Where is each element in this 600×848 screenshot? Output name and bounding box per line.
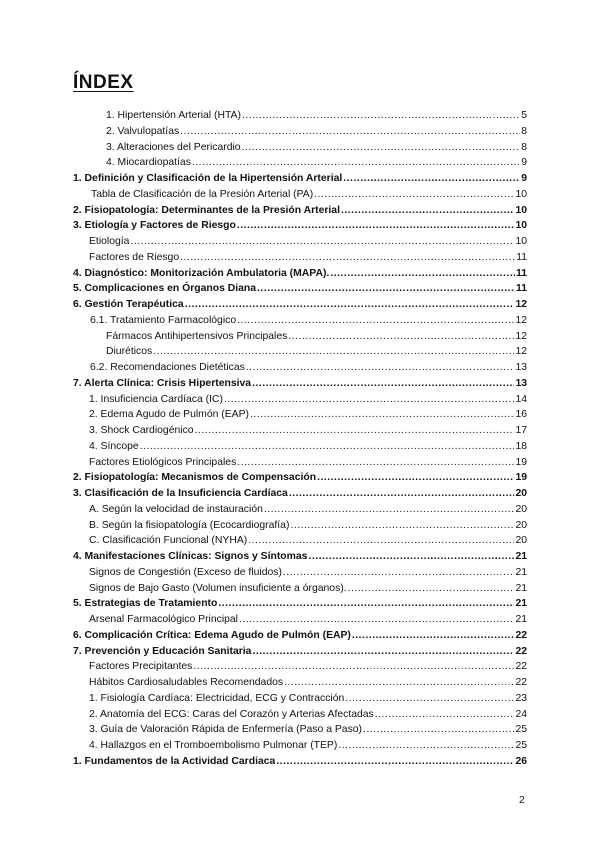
toc-entry-page: 12	[515, 346, 527, 358]
toc-entry-page: 22	[515, 629, 527, 641]
toc-entry[interactable]	[73, 677, 527, 693]
toc-leader-dots	[237, 457, 514, 468]
toc-entry-page: 18	[515, 440, 527, 452]
toc-entry-page: 5	[521, 110, 527, 121]
toc-entry-page: 19	[515, 456, 527, 468]
toc-leader-dots	[284, 677, 514, 688]
toc-entry-page: 9	[521, 173, 527, 184]
toc-entry-label: 4. Manifestaciones Clínicas: Signos y Síntomas	[73, 551, 308, 562]
toc-entry[interactable]	[73, 441, 527, 457]
toc-entry-page: 20	[515, 519, 527, 531]
toc-entry-label: Etiología	[89, 236, 130, 247]
toc-entry[interactable]	[73, 661, 527, 677]
toc-entry-label: 7. Alerta Clínica: Crisis Hipertensiva	[73, 377, 252, 389]
toc-entry-page: 24	[515, 708, 527, 720]
toc-entry-page: 21	[515, 551, 527, 562]
toc-entry-page: 20	[515, 503, 527, 515]
toc-entry-page: 8	[521, 125, 527, 137]
toc-entry-page: 12	[515, 330, 527, 342]
toc-entry-page: 16	[515, 409, 527, 421]
toc-leader-dots	[290, 520, 514, 531]
toc-entry-label: 3. Etiología y Factores de Riesgo	[73, 220, 236, 232]
toc-entry-label: Hábitos Cardiosaludables Recomendados	[89, 677, 284, 688]
toc-leader-dots	[330, 268, 515, 279]
toc-entry-page: 25	[515, 724, 527, 736]
toc-entry-page: 10	[515, 204, 527, 216]
toc-entry[interactable]	[73, 756, 527, 772]
toc-leader-dots	[343, 173, 520, 184]
toc-entry-label: 3. Shock Cardiogénico	[89, 425, 194, 436]
toc-entry-page: 11	[516, 283, 527, 295]
toc-entry[interactable]	[73, 346, 527, 362]
toc-entry[interactable]	[73, 567, 527, 583]
toc-leader-dots	[317, 472, 514, 483]
toc-entry-page: 25	[515, 740, 527, 751]
toc-leader-dots	[242, 110, 520, 121]
toc-entry-label: Arsenal Farmacológico Principal	[89, 614, 238, 625]
toc-entry[interactable]	[73, 110, 527, 126]
toc-entry[interactable]	[73, 535, 527, 551]
toc-leader-dots	[341, 205, 514, 216]
toc-entry-label: 4. Miocardiopatías	[106, 157, 191, 169]
toc-entry-label: 7. Prevención y Educación Sanitaria	[73, 645, 252, 657]
toc-entry[interactable]	[73, 236, 527, 252]
toc-entry-label: Tabla de Clasificación de la Presión Arterial (PA)	[91, 188, 314, 200]
toc-leader-dots	[314, 189, 514, 200]
toc-leader-dots	[252, 646, 514, 657]
toc-entry-label: B. Según la fisiopatología (Ecocardiografía)	[89, 519, 290, 531]
toc-entry-label: 3. Clasificación de la Insuficiencia Cardíaca	[73, 488, 288, 499]
toc-leader-dots	[276, 756, 514, 767]
toc-leader-dots	[180, 126, 520, 137]
toc-entry-page: 12	[515, 299, 527, 310]
toc-leader-dots	[130, 236, 514, 247]
toc-leader-dots	[140, 441, 515, 452]
toc-entry-page: 20	[515, 535, 527, 547]
toc-entry[interactable]	[73, 409, 527, 425]
toc-leader-dots	[246, 362, 515, 373]
toc-entry-page: 23	[515, 692, 527, 704]
toc-entry-label: 6.2. Recomendaciones Dietéticas	[90, 362, 245, 373]
toc-entry-label: 2. Fisiopatología: Determinantes de la Presión Arterial	[73, 204, 340, 216]
toc-entry-page: 21	[515, 582, 527, 594]
toc-leader-dots	[185, 299, 515, 310]
toc-leader-dots	[195, 425, 515, 436]
toc-leader-dots	[180, 252, 515, 263]
toc-entry-label: C. Clasificación Funcional (NYHA)	[89, 535, 248, 547]
toc-entry[interactable]	[73, 488, 527, 504]
toc-entry-label: 5. Complicaciones en Órganos Diana	[73, 283, 257, 295]
toc-leader-dots	[250, 409, 514, 420]
toc-entry[interactable]	[73, 331, 527, 347]
toc-entry[interactable]	[73, 598, 527, 614]
toc-entry-label: Diuréticos	[106, 346, 153, 358]
toc-entry-page: 20	[515, 488, 527, 499]
toc-leader-dots	[153, 346, 514, 357]
toc-entry-label: Signos de Congestión (Exceso de fluidos)	[89, 566, 282, 578]
toc-entry-label: 6. Complicación Crítica: Edema Agudo de Pulmón (EAP)	[73, 629, 351, 641]
toc-entry-label: Fármacos Antihipertensivos Principales	[106, 330, 288, 342]
toc-entry[interactable]	[73, 740, 527, 756]
toc-entry-label: A. Según la velocidad de instauración	[89, 503, 263, 515]
toc-entry-page: 11	[516, 251, 527, 263]
toc-leader-dots	[283, 567, 515, 578]
toc-entry[interactable]	[73, 315, 527, 331]
toc-leader-dots	[288, 331, 514, 342]
toc-entry[interactable]	[73, 142, 527, 158]
toc-entry-page: 14	[515, 393, 527, 405]
toc-leader-dots	[257, 283, 515, 294]
toc-entry-page: 26	[515, 755, 527, 767]
toc-leader-dots	[345, 693, 514, 704]
toc-leader-dots	[289, 488, 515, 499]
page-number: 2	[519, 795, 525, 806]
toc-entry-label: Factores Precipitantes	[89, 661, 193, 673]
toc-entry-label: 6.1. Tratamiento Farmacológico	[90, 314, 237, 326]
toc-entry[interactable]	[73, 378, 527, 394]
toc-entry[interactable]	[73, 157, 527, 173]
toc-entry-page: 9	[521, 157, 527, 169]
toc-entry[interactable]	[73, 693, 527, 709]
toc-entry[interactable]	[73, 551, 527, 567]
toc-entry[interactable]	[73, 504, 527, 520]
toc-entry[interactable]	[73, 268, 527, 284]
toc-leader-dots	[237, 315, 514, 326]
toc-leader-dots	[239, 614, 514, 625]
toc-leader-dots	[352, 630, 515, 641]
toc-entry[interactable]	[73, 283, 527, 299]
toc-leader-dots	[348, 583, 515, 594]
toc-entry-label: 4. Síncope	[89, 440, 139, 452]
toc-entry-page: 22	[515, 645, 527, 657]
toc-entry-page: 19	[515, 472, 527, 484]
toc-entry[interactable]	[73, 583, 527, 599]
toc-entry-label: Factores de Riesgo	[89, 251, 180, 263]
toc-entry[interactable]	[73, 220, 527, 236]
toc-entry-page: 22	[515, 661, 527, 673]
toc-entry-label: 4. Hallazgos en el Tromboembolismo Pulmonar (TEP)	[89, 740, 338, 751]
toc-entry[interactable]	[73, 724, 527, 740]
toc-entry[interactable]	[73, 252, 527, 268]
toc-leader-dots	[248, 535, 514, 546]
toc-entry-page: 17	[515, 425, 527, 436]
toc-entry-label: 2. Edema Agudo de Pulmón (EAP)	[89, 409, 249, 421]
toc-entry-page: 11	[516, 267, 527, 279]
toc-entry-label: 5. Estrategias de Tratamiento	[73, 598, 218, 610]
toc-leader-dots	[224, 394, 514, 405]
toc-entry-label: 2. Anatomía del ECG: Caras del Corazón y Arterias Afectadas	[89, 708, 374, 720]
toc-entry[interactable]	[73, 614, 527, 630]
toc-leader-dots	[375, 709, 515, 720]
toc-entry-page: 22	[515, 677, 527, 688]
toc-entry[interactable]	[73, 394, 527, 410]
toc-leader-dots	[218, 598, 514, 609]
toc-entry-label: 2. Fisiopatología: Mecanismos de Compensación	[73, 472, 317, 484]
toc-entry-page: 10	[515, 236, 527, 247]
toc-entry-label: 1. Fundamentos de la Actividad Cardiaca	[73, 755, 276, 767]
toc-entry-page: 12	[515, 314, 527, 326]
toc-entry[interactable]	[73, 520, 527, 536]
toc-entry-label: 1. Definición y Clasificación de la Hipertensión Arterial	[73, 173, 343, 184]
toc-entry-page: 21	[515, 598, 527, 610]
toc-leader-dots	[237, 220, 515, 231]
toc-entry[interactable]	[73, 457, 527, 473]
toc-leader-dots	[242, 142, 521, 153]
toc-entry-page: 21	[515, 614, 527, 625]
toc-entry[interactable]	[73, 299, 527, 315]
toc-entry[interactable]	[73, 173, 527, 189]
toc-entry[interactable]	[73, 472, 527, 488]
toc-leader-dots	[338, 740, 514, 751]
toc-entry[interactable]	[73, 709, 527, 725]
toc-entry-page: 8	[521, 141, 527, 153]
table-of-contents	[73, 110, 527, 772]
toc-leader-dots	[192, 157, 520, 168]
toc-entry-label: 3. Alteraciones del Pericardio	[106, 141, 241, 153]
toc-entry-label: 1. Hipertensión Arterial (HTA)	[106, 110, 241, 121]
toc-leader-dots	[363, 724, 514, 735]
toc-entry[interactable]	[73, 425, 527, 441]
toc-entry-page: 13	[515, 377, 527, 389]
toc-leader-dots	[252, 378, 514, 389]
toc-leader-dots	[308, 551, 514, 562]
toc-entry-label: 4. Diagnóstico: Monitorización Ambulatoria (MAPA).	[73, 267, 330, 279]
toc-entry-label: 2. Valvulopatías	[106, 125, 180, 137]
page-title: ÍNDEX	[73, 72, 134, 93]
toc-leader-dots	[193, 661, 514, 672]
toc-entry-label: 1. Insuficiencia Cardíaca (IC)	[89, 393, 223, 405]
toc-entry[interactable]	[73, 362, 527, 378]
toc-entry-label: 1. Fisiología Cardíaca: Electricidad, ECG y Contracción	[89, 692, 345, 704]
toc-entry-page: 10	[515, 188, 527, 200]
toc-entry-label: 6. Gestión Terapéutica	[73, 299, 184, 310]
toc-entry-label: Factores Etiológicos Principales	[89, 456, 237, 468]
toc-entry[interactable]	[73, 189, 527, 205]
toc-entry-page: 21	[515, 566, 527, 578]
toc-entry[interactable]	[73, 630, 527, 646]
toc-entry[interactable]	[73, 126, 527, 142]
toc-entry[interactable]	[73, 205, 527, 221]
toc-leader-dots	[264, 504, 515, 515]
toc-entry[interactable]	[73, 646, 527, 662]
toc-entry-label: Signos de Bajo Gasto (Volumen insuficiente a órganos).	[89, 582, 347, 594]
toc-entry-page: 13	[515, 362, 527, 373]
toc-entry-label: 3. Guía de Valoración Rápida de Enfermería (Paso a Paso)	[89, 724, 363, 736]
toc-entry-page: 10	[515, 220, 527, 232]
